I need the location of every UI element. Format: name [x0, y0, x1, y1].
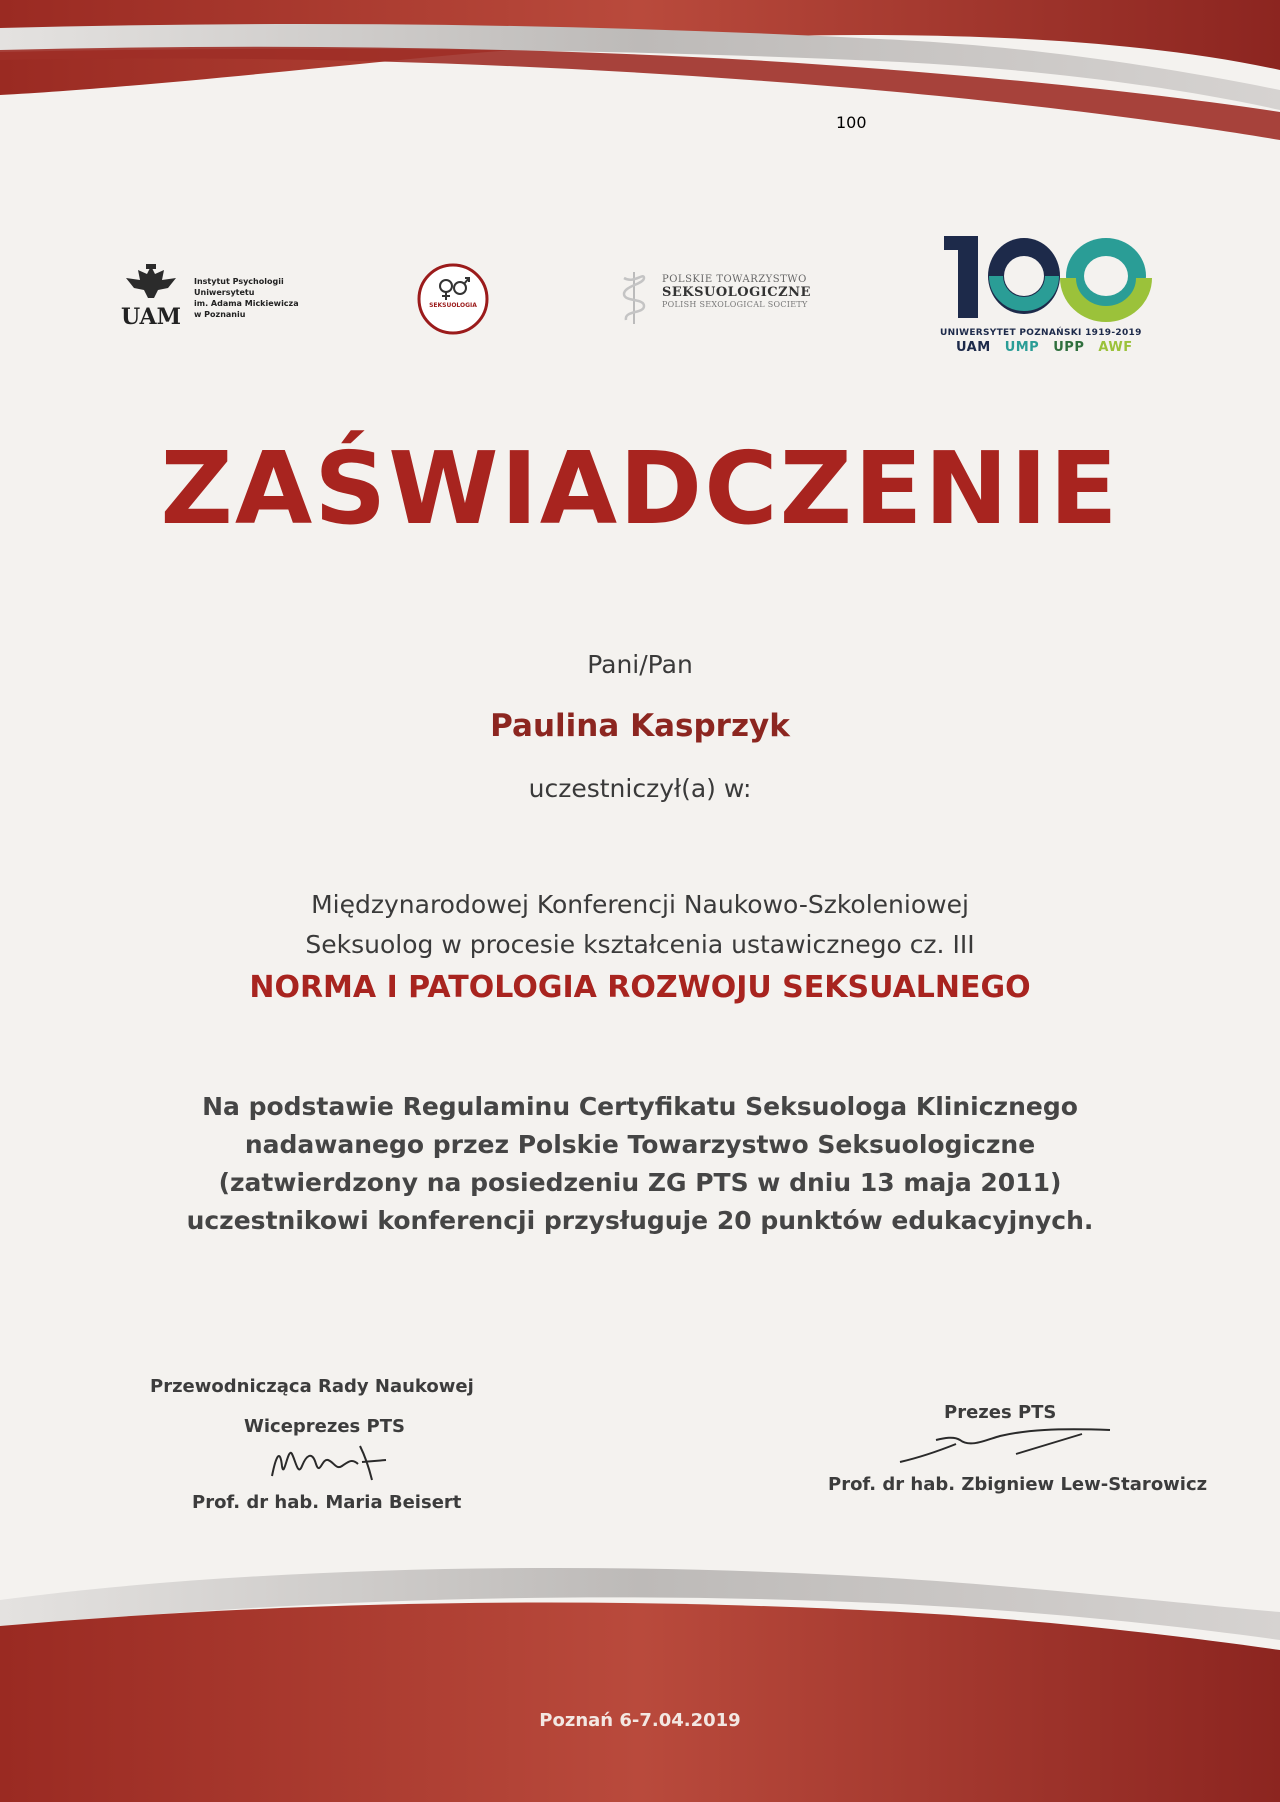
pts-line3: POLISH SEXOLOGICAL SOCIETY	[662, 300, 808, 309]
centenary-universities	[956, 340, 1142, 355]
bottom-red-band	[0, 1603, 1280, 1802]
uam-institute-text	[194, 276, 299, 320]
uam-logo	[118, 262, 308, 342]
regulation-paragraph-line: (zatwierdzony na posiedzeniu ZG PTS w dniu 13 maja 2011)	[218, 1168, 1062, 1197]
regulation-paragraph-line: nadawanego przez Polskie Towarzystwo Seksuologiczne	[244, 1130, 1036, 1159]
left-signer-name: Prof. dr hab. Maria Beisert	[192, 1492, 462, 1513]
pts-text	[662, 274, 811, 309]
conference-line-2: Seksuolog w procesie kształcenia ustawicznego cz. III	[305, 930, 975, 959]
left-signer-role-2: Wiceprezes PTS	[244, 1416, 405, 1437]
right-signer-role: Prezes PTS	[944, 1402, 1057, 1423]
university-uam: UAM	[956, 340, 991, 355]
pts-logo	[612, 268, 842, 328]
uam-line: w Poznaniu	[194, 310, 246, 319]
university-awf: AWF	[1098, 340, 1133, 355]
pts-line2: SEKSUOLOGICZNE	[662, 285, 811, 300]
uam-line: Uniwersytetu	[194, 288, 255, 297]
university-upp: UPP	[1053, 340, 1085, 355]
centenary-caption: UNIWERSYTET POZNAŃSKI 1919-2019	[940, 328, 1142, 338]
conference-title: NORMA I PATOLOGIA ROZWOJU SEKSUALNEGO	[249, 970, 1031, 1005]
centenary-mark-text: 100	[836, 113, 867, 132]
footer-place-date: Poznań 6-7.04.2019	[539, 1710, 741, 1731]
salutation: Pani/Pan	[587, 650, 693, 679]
right-handwritten-signature	[896, 1418, 1116, 1472]
seksuologia-caption: SEKSUOLOGIA	[429, 302, 477, 309]
uam-line: Instytut Psychologii	[194, 277, 284, 286]
regulation-paragraph-line: Na podstawie Regulaminu Certyfikatu Seksuologa Klinicznego	[202, 1092, 1078, 1121]
recipient-name: Paulina Kasprzyk	[490, 708, 790, 744]
pts-line1: POLSKIE TOWARZYSTWO	[662, 274, 807, 285]
right-signer-name: Prof. dr hab. Zbigniew Lew-Starowicz	[828, 1474, 1208, 1495]
centenary-mark	[836, 113, 1162, 328]
eagle-emblem-icon	[118, 262, 184, 334]
caduceus-icon	[612, 268, 656, 328]
left-signer-role-1: Przewodnicząca Rady Naukowej	[150, 1376, 474, 1397]
left-handwritten-signature	[262, 1436, 412, 1496]
centenary-logo	[836, 113, 1162, 360]
regulation-paragraph-line: uczestnikowi konferencji przysługuje 20 punktów edukacyjnych.	[186, 1206, 1094, 1235]
participated-text: uczestniczył(a) w:	[528, 774, 752, 803]
venus-mars-icon	[416, 262, 490, 336]
certificate-title: ZAŚWIADCZENIE	[160, 430, 1120, 547]
uam-line: im. Adama Mickiewicza	[194, 299, 299, 308]
uam-mark: UAM	[121, 304, 181, 330]
seksuologia-logo	[416, 262, 490, 336]
conference-line-1: Międzynarodowej Konferencji Naukowo-Szkoleniowej	[311, 890, 969, 919]
university-ump: UMP	[1004, 340, 1040, 355]
